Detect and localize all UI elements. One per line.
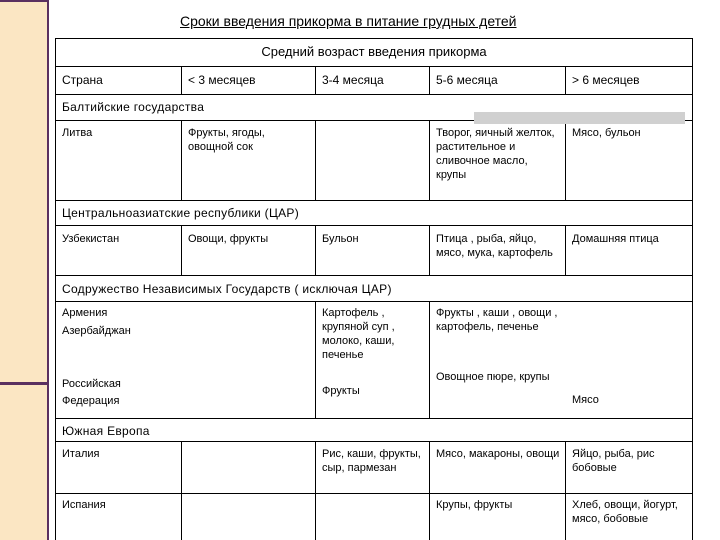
col-header-3-4: 3-4 месяца bbox=[322, 73, 384, 87]
section-cis: Содружество Независимых Государств ( исключая ЦАР) bbox=[62, 282, 392, 296]
section-baltic: Балтийские государства bbox=[62, 100, 205, 114]
cell-country-spain: Испания bbox=[62, 499, 106, 511]
cell-country-russia: Российская Федерация bbox=[62, 378, 121, 407]
col-header-5-6: 5-6 месяца bbox=[436, 73, 498, 87]
col-header-country: Страна bbox=[62, 73, 103, 87]
cell-country-lithuania: Литва bbox=[62, 127, 93, 139]
cell-uzbekistan-over-6: Домашняя птица bbox=[572, 233, 659, 245]
col-header-under-3: < 3 месяцев bbox=[188, 73, 256, 87]
cell-lithuania-5-6: Творог, яичный желток, растительное и сливочное масло, крупы bbox=[436, 127, 555, 181]
cell-italy-5-6: Мясо, макароны, овощи bbox=[436, 448, 560, 460]
cell-italy-over-6: Яйцо, рыба, рис бобовые bbox=[572, 448, 655, 474]
cell-russia-3-4: Фрукты bbox=[322, 385, 360, 397]
section-central-asia: Центральноазиатские республики (ЦАР) bbox=[62, 206, 300, 220]
sidebar-divider bbox=[47, 0, 49, 540]
cell-country-uzbekistan: Узбекистан bbox=[62, 233, 120, 245]
sidebar-top-bar bbox=[0, 0, 47, 2]
cell-armenia-5-6: Фрукты , каши , овощи , картофель, печенье bbox=[436, 307, 558, 333]
section-southern-europe: Южная Европа bbox=[62, 424, 150, 438]
cell-uzbekistan-under-3: Овощи, фрукты bbox=[188, 233, 269, 245]
cell-lithuania-under-3: Фрукты, ягоды, овощной сок bbox=[188, 127, 265, 153]
cell-lithuania-over-6: Мясо, бульон bbox=[572, 127, 641, 139]
cell-armenia-3-4: Картофель , крупяной суп , молоко, каши, печенье bbox=[322, 307, 395, 361]
group-header: Средний возраст введения прикорма bbox=[261, 44, 487, 59]
cell-country-armenia: Армения bbox=[62, 307, 108, 319]
page-title: Сроки введения прикорма в питание грудных детей bbox=[180, 13, 517, 29]
cell-uzbekistan-3-4: Бульон bbox=[322, 233, 359, 245]
decorative-gray-band bbox=[474, 112, 685, 124]
cell-country-italy: Италия bbox=[62, 448, 100, 460]
cell-italy-3-4: Рис, каши, фрукты, сыр, пармезан bbox=[322, 448, 421, 474]
cell-spain-5-6: Крупы, фрукты bbox=[436, 499, 513, 511]
cell-spain-over-6: Хлеб, овощи, йогурт, мясо, бобовые bbox=[572, 499, 678, 525]
cell-uzbekistan-5-6: Птица , рыба, яйцо, мясо, мука, картофель bbox=[436, 233, 553, 259]
cell-russia-over-6: Мясо bbox=[572, 394, 599, 406]
cell-country-azerbaijan: Азербайджан bbox=[62, 325, 131, 337]
cell-russia-5-6: Овощное пюре, крупы bbox=[436, 371, 550, 383]
sidebar-accent-bar bbox=[0, 382, 47, 385]
col-header-over-6: > 6 месяцев bbox=[572, 73, 640, 87]
slide-sidebar bbox=[0, 0, 47, 540]
